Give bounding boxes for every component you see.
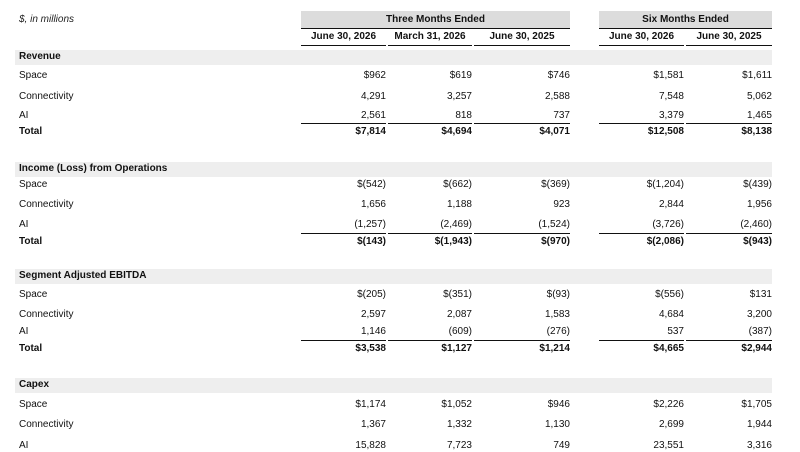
total-value: $2,944 [741, 343, 772, 354]
cell-value: 7,723 [446, 440, 472, 451]
total-value: $(1,943) [434, 236, 472, 247]
cell-value: 2,597 [360, 309, 386, 320]
row-label: AI [19, 219, 29, 230]
cell-value: $1,581 [653, 70, 684, 81]
cell-value: 3,379 [658, 110, 684, 121]
total-value: $(143) [357, 236, 386, 247]
cell-value: 1,944 [746, 419, 772, 430]
cell-value: 15,828 [355, 440, 386, 451]
row-label: Space [19, 399, 48, 410]
cell-value: $(205) [357, 289, 386, 300]
row-label: AI [19, 110, 29, 121]
total-value: $1,127 [441, 343, 472, 354]
total-value: $7,814 [355, 126, 386, 137]
cell-value: 2,588 [544, 91, 570, 102]
cell-value: $(439) [743, 179, 772, 190]
column-header: June 30, 2025 [474, 30, 570, 46]
cell-value: $946 [547, 399, 570, 410]
cell-value: 3,257 [446, 91, 472, 102]
row-label: Space [19, 179, 48, 190]
cell-value: 1,332 [446, 419, 472, 430]
column-header: June 30, 2025 [686, 30, 772, 46]
cell-value: 2,087 [446, 309, 472, 320]
cell-value: 1,188 [446, 199, 472, 210]
cell-value: 1,583 [544, 309, 570, 320]
cell-value: 1,130 [544, 419, 570, 430]
total-rule [388, 123, 472, 124]
section-header-band [15, 378, 772, 393]
total-rule [474, 340, 570, 341]
total-rule [388, 233, 472, 234]
section-title: Revenue [19, 51, 61, 62]
total-value: $1,214 [539, 343, 570, 354]
cell-value: 1,956 [746, 199, 772, 210]
total-rule [599, 233, 684, 234]
row-label: Connectivity [19, 199, 74, 210]
row-label: AI [19, 440, 29, 451]
cell-value: $(542) [357, 179, 386, 190]
cell-value: (1,524) [538, 219, 570, 230]
total-value: $4,665 [653, 343, 684, 354]
cell-value: 737 [553, 110, 570, 121]
row-label: Space [19, 289, 48, 300]
cell-value: $1,052 [441, 399, 472, 410]
cell-value: 923 [553, 199, 570, 210]
section-title: Capex [19, 379, 50, 390]
cell-value: 1,656 [360, 199, 386, 210]
column-header: June 30, 2026 [599, 30, 684, 46]
row-label: Space [19, 70, 48, 81]
total-rule [686, 233, 772, 234]
total-rule [599, 340, 684, 341]
total-rule [301, 123, 386, 124]
cell-value: 749 [553, 440, 570, 451]
cell-value: $2,226 [653, 399, 684, 410]
cell-value: $131 [749, 289, 772, 300]
column-header: June 30, 2026 [301, 30, 386, 46]
total-value: $3,538 [355, 343, 386, 354]
cell-value: 2,844 [658, 199, 684, 210]
cell-value: 7,548 [658, 91, 684, 102]
cell-value: 5,062 [746, 91, 772, 102]
cell-value: $(369) [541, 179, 570, 190]
cell-value: $(1,204) [646, 179, 684, 190]
cell-value: (609) [448, 326, 472, 337]
total-rule [686, 340, 772, 341]
total-value: $4,071 [539, 126, 570, 137]
total-rule [686, 123, 772, 124]
total-rule [388, 340, 472, 341]
total-rule [474, 233, 570, 234]
cell-value: (276) [546, 326, 570, 337]
cell-value: 1,146 [360, 326, 386, 337]
cell-value: 3,316 [746, 440, 772, 451]
total-value: $8,138 [741, 126, 772, 137]
cell-value: 1,367 [360, 419, 386, 430]
cell-value: (2,460) [740, 219, 772, 230]
group-header: Six Months Ended [599, 11, 772, 29]
cell-value: 4,684 [658, 309, 684, 320]
cell-value: 2,561 [360, 110, 386, 121]
total-rule [301, 340, 386, 341]
cell-value: $(93) [546, 289, 570, 300]
total-value: $4,694 [441, 126, 472, 137]
row-label: Connectivity [19, 309, 74, 320]
group-header: Three Months Ended [301, 11, 570, 29]
total-value: $(943) [743, 236, 772, 247]
cell-value: (387) [748, 326, 772, 337]
section-header-band [15, 50, 772, 65]
cell-value: $746 [547, 70, 570, 81]
total-label: Total [19, 126, 43, 137]
cell-value: 818 [455, 110, 472, 121]
cell-value: $(556) [655, 289, 684, 300]
total-rule [301, 233, 386, 234]
cell-value: 537 [667, 326, 684, 337]
row-label: AI [19, 326, 29, 337]
cell-value: 3,200 [746, 309, 772, 320]
cell-value: $1,705 [741, 399, 772, 410]
cell-value: $(351) [443, 289, 472, 300]
section-title: Segment Adjusted EBITDA [19, 270, 147, 281]
cell-value: 4,291 [360, 91, 386, 102]
total-label: Total [19, 236, 43, 247]
cell-value: 2,699 [658, 419, 684, 430]
total-rule [474, 123, 570, 124]
section-title: Income (Loss) from Operations [19, 163, 168, 174]
cell-value: $1,174 [355, 399, 386, 410]
cell-value: 23,551 [653, 440, 684, 451]
row-label: Connectivity [19, 419, 74, 430]
cell-value: (3,726) [652, 219, 684, 230]
cell-value: $962 [363, 70, 386, 81]
cell-value: $1,611 [742, 70, 772, 81]
column-header: March 31, 2026 [388, 30, 472, 46]
units-label: $, in millions [19, 14, 75, 25]
total-label: Total [19, 343, 43, 354]
cell-value: $619 [449, 70, 472, 81]
total-value: $(970) [541, 236, 570, 247]
total-value: $(2,086) [646, 236, 684, 247]
row-label: Connectivity [19, 91, 74, 102]
cell-value: (1,257) [354, 219, 386, 230]
cell-value: $(662) [443, 179, 472, 190]
cell-value: (2,469) [440, 219, 472, 230]
total-rule [599, 123, 684, 124]
cell-value: 1,465 [746, 110, 772, 121]
total-value: $12,508 [647, 126, 684, 137]
